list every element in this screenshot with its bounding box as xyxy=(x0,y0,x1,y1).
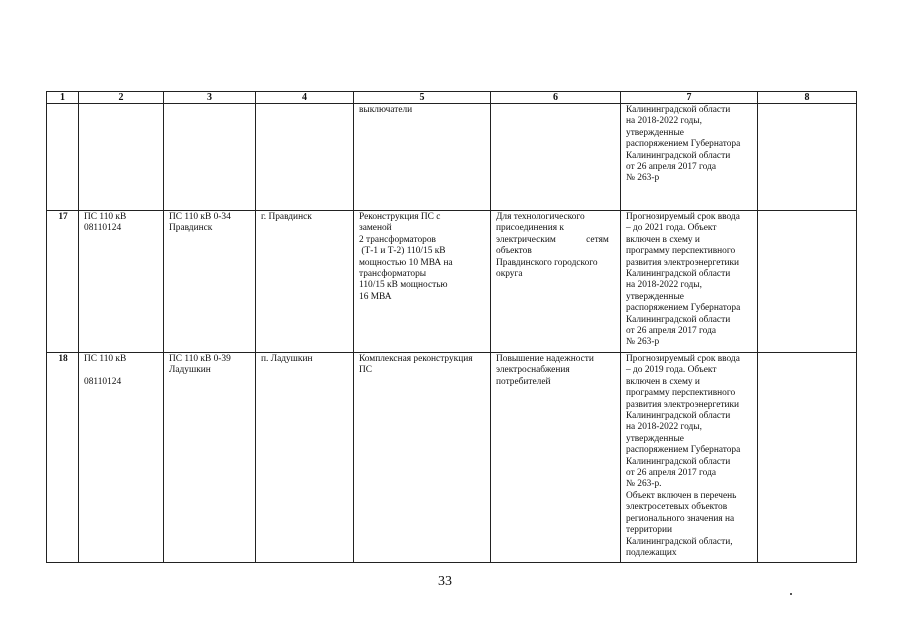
cell-line: утвержденные xyxy=(626,127,684,138)
cell-line: Калининградской области xyxy=(626,105,731,115)
substation-cell xyxy=(79,353,164,563)
cell-gap xyxy=(84,365,159,377)
cell-line: 16 МВА xyxy=(359,291,392,302)
cell-line: на 2018-2022 годы, xyxy=(626,422,702,433)
cell-line: Для технологического xyxy=(496,212,585,222)
cell-line: Калининградской области xyxy=(626,411,731,422)
cell-line: электрическим сетям xyxy=(496,234,609,245)
substation-cell xyxy=(79,104,164,211)
cell-line: ПС 110 кВ xyxy=(84,212,127,222)
cell-line: распоряжением Губернатора xyxy=(626,303,741,314)
works-cell xyxy=(354,104,491,211)
cell-line: мощностью 10 МВА на xyxy=(359,257,453,268)
cell-line: г. Правдинск xyxy=(261,212,312,222)
object-cell xyxy=(164,211,256,353)
cell-line: утвержденные xyxy=(626,291,684,302)
row-number: 18 xyxy=(47,353,79,563)
cell-line: распоряжением Губернатора xyxy=(626,139,741,150)
cell-line: № 263-р xyxy=(626,337,660,348)
cell-line: Прогнозируемый срок ввода xyxy=(626,354,740,364)
works-cell xyxy=(354,353,491,563)
extra-cell xyxy=(758,353,857,563)
cell-line: 08110124 xyxy=(84,377,122,388)
cell-line: ПС 110 кВ 0-34 xyxy=(169,212,231,222)
object-cell xyxy=(164,353,256,563)
cell-line: Ладушкин xyxy=(169,365,211,376)
row-number xyxy=(47,104,79,211)
cell-line: Калининградской области xyxy=(626,456,731,467)
column-header: 3 xyxy=(164,92,256,104)
cell-line: трансформаторы xyxy=(359,269,427,280)
substation-cell xyxy=(79,211,164,353)
object-cell xyxy=(164,104,256,211)
extra-cell xyxy=(758,211,857,353)
cell-line: подлежащих xyxy=(626,547,677,558)
cell-line: Калининградской области xyxy=(626,150,731,161)
cell-line: Калининградской области xyxy=(626,269,731,280)
scan-speck xyxy=(790,593,792,595)
cell-line: включен в схему и xyxy=(626,234,700,245)
notes-cell xyxy=(621,104,758,211)
location-cell xyxy=(256,211,354,353)
cell-line: от 26 апреля 2017 года xyxy=(626,326,717,337)
cell-line: утвержденные xyxy=(626,433,684,444)
location-cell xyxy=(256,353,354,563)
cell-line: Калининградской области xyxy=(626,314,731,325)
purpose-cell xyxy=(491,104,621,211)
cell-line: заменой xyxy=(359,223,392,234)
cell-line: объектов xyxy=(496,246,532,257)
cell-line: регионального значения на xyxy=(626,513,735,524)
column-header: 5 xyxy=(354,92,491,104)
column-header: 8 xyxy=(758,92,857,104)
cell-line: программу перспективного xyxy=(626,246,736,257)
cell-line: от 26 апреля 2017 года xyxy=(626,468,717,479)
cell-line: 2 трансформаторов xyxy=(359,234,436,245)
cell-line: Объект включен в перечень xyxy=(626,490,737,501)
cell-line: – до 2019 года. Объект xyxy=(626,365,717,376)
extra-cell xyxy=(758,104,857,211)
cell-line: № 263-р. xyxy=(626,479,662,490)
cell-line: развития электроэнергетики xyxy=(626,399,740,410)
cell-line: Реконструкция ПС с xyxy=(359,212,441,222)
cell-line: электросетевых объектов xyxy=(626,502,728,513)
cell-line: на 2018-2022 годы, xyxy=(626,116,702,127)
cell-line: электроснабжения xyxy=(496,365,570,376)
column-header: 2 xyxy=(79,92,164,104)
cell-line: Правдинск xyxy=(169,223,213,234)
cell-line: округа xyxy=(496,269,523,280)
cell-line: выключатели xyxy=(359,105,413,115)
cell-line: Калининградской области, xyxy=(626,536,733,547)
notes-cell xyxy=(621,353,758,563)
cell-line: № 263-р xyxy=(626,173,660,184)
cell-line: – до 2021 года. Объект xyxy=(626,223,717,234)
cell-line: п. Ладушкин xyxy=(261,354,313,364)
purpose-cell xyxy=(491,211,621,353)
cell-line: Повышение надежности xyxy=(496,354,594,364)
column-header: 1 xyxy=(47,92,79,104)
header-row xyxy=(47,92,857,104)
cell-line: 110/15 кВ мощностью xyxy=(359,280,448,291)
cell-line: 08110124 xyxy=(84,223,122,234)
cell-line: ПС 110 кВ xyxy=(84,354,127,364)
table-row xyxy=(47,211,857,353)
works-cell xyxy=(354,211,491,353)
cell-line: (Т-1 и Т-2) 110/15 кВ xyxy=(359,246,446,257)
cell-line: потребителей xyxy=(496,376,551,387)
column-header: 4 xyxy=(256,92,354,104)
cell-line: распоряжением Губернатора xyxy=(626,445,741,456)
cell-line: программу перспективного xyxy=(626,388,736,399)
cell-line: Комплексная реконструкция xyxy=(359,354,473,364)
cell-line: присоединения к xyxy=(496,223,564,234)
cell-line: от 26 апреля 2017 года xyxy=(626,162,717,173)
page-number: 33 xyxy=(438,574,452,589)
purpose-cell xyxy=(491,353,621,563)
table-row xyxy=(47,104,857,211)
projects-table xyxy=(46,91,857,563)
cell-line: Правдинского городского xyxy=(496,257,598,268)
cell-line: включен в схему и xyxy=(626,376,700,387)
cell-line: территории xyxy=(626,525,673,536)
cell-line: ПС xyxy=(359,365,373,376)
cell-line: ПС 110 кВ 0-39 xyxy=(169,354,231,364)
column-header: 6 xyxy=(491,92,621,104)
location-cell xyxy=(256,104,354,211)
notes-cell xyxy=(621,211,758,353)
cell-line: на 2018-2022 годы, xyxy=(626,280,702,291)
column-header: 7 xyxy=(621,92,758,104)
cell-line: Прогнозируемый срок ввода xyxy=(626,212,740,222)
row-number: 17 xyxy=(47,211,79,353)
cell-line: развития электроэнергетики xyxy=(626,257,740,268)
table-row xyxy=(47,353,857,563)
